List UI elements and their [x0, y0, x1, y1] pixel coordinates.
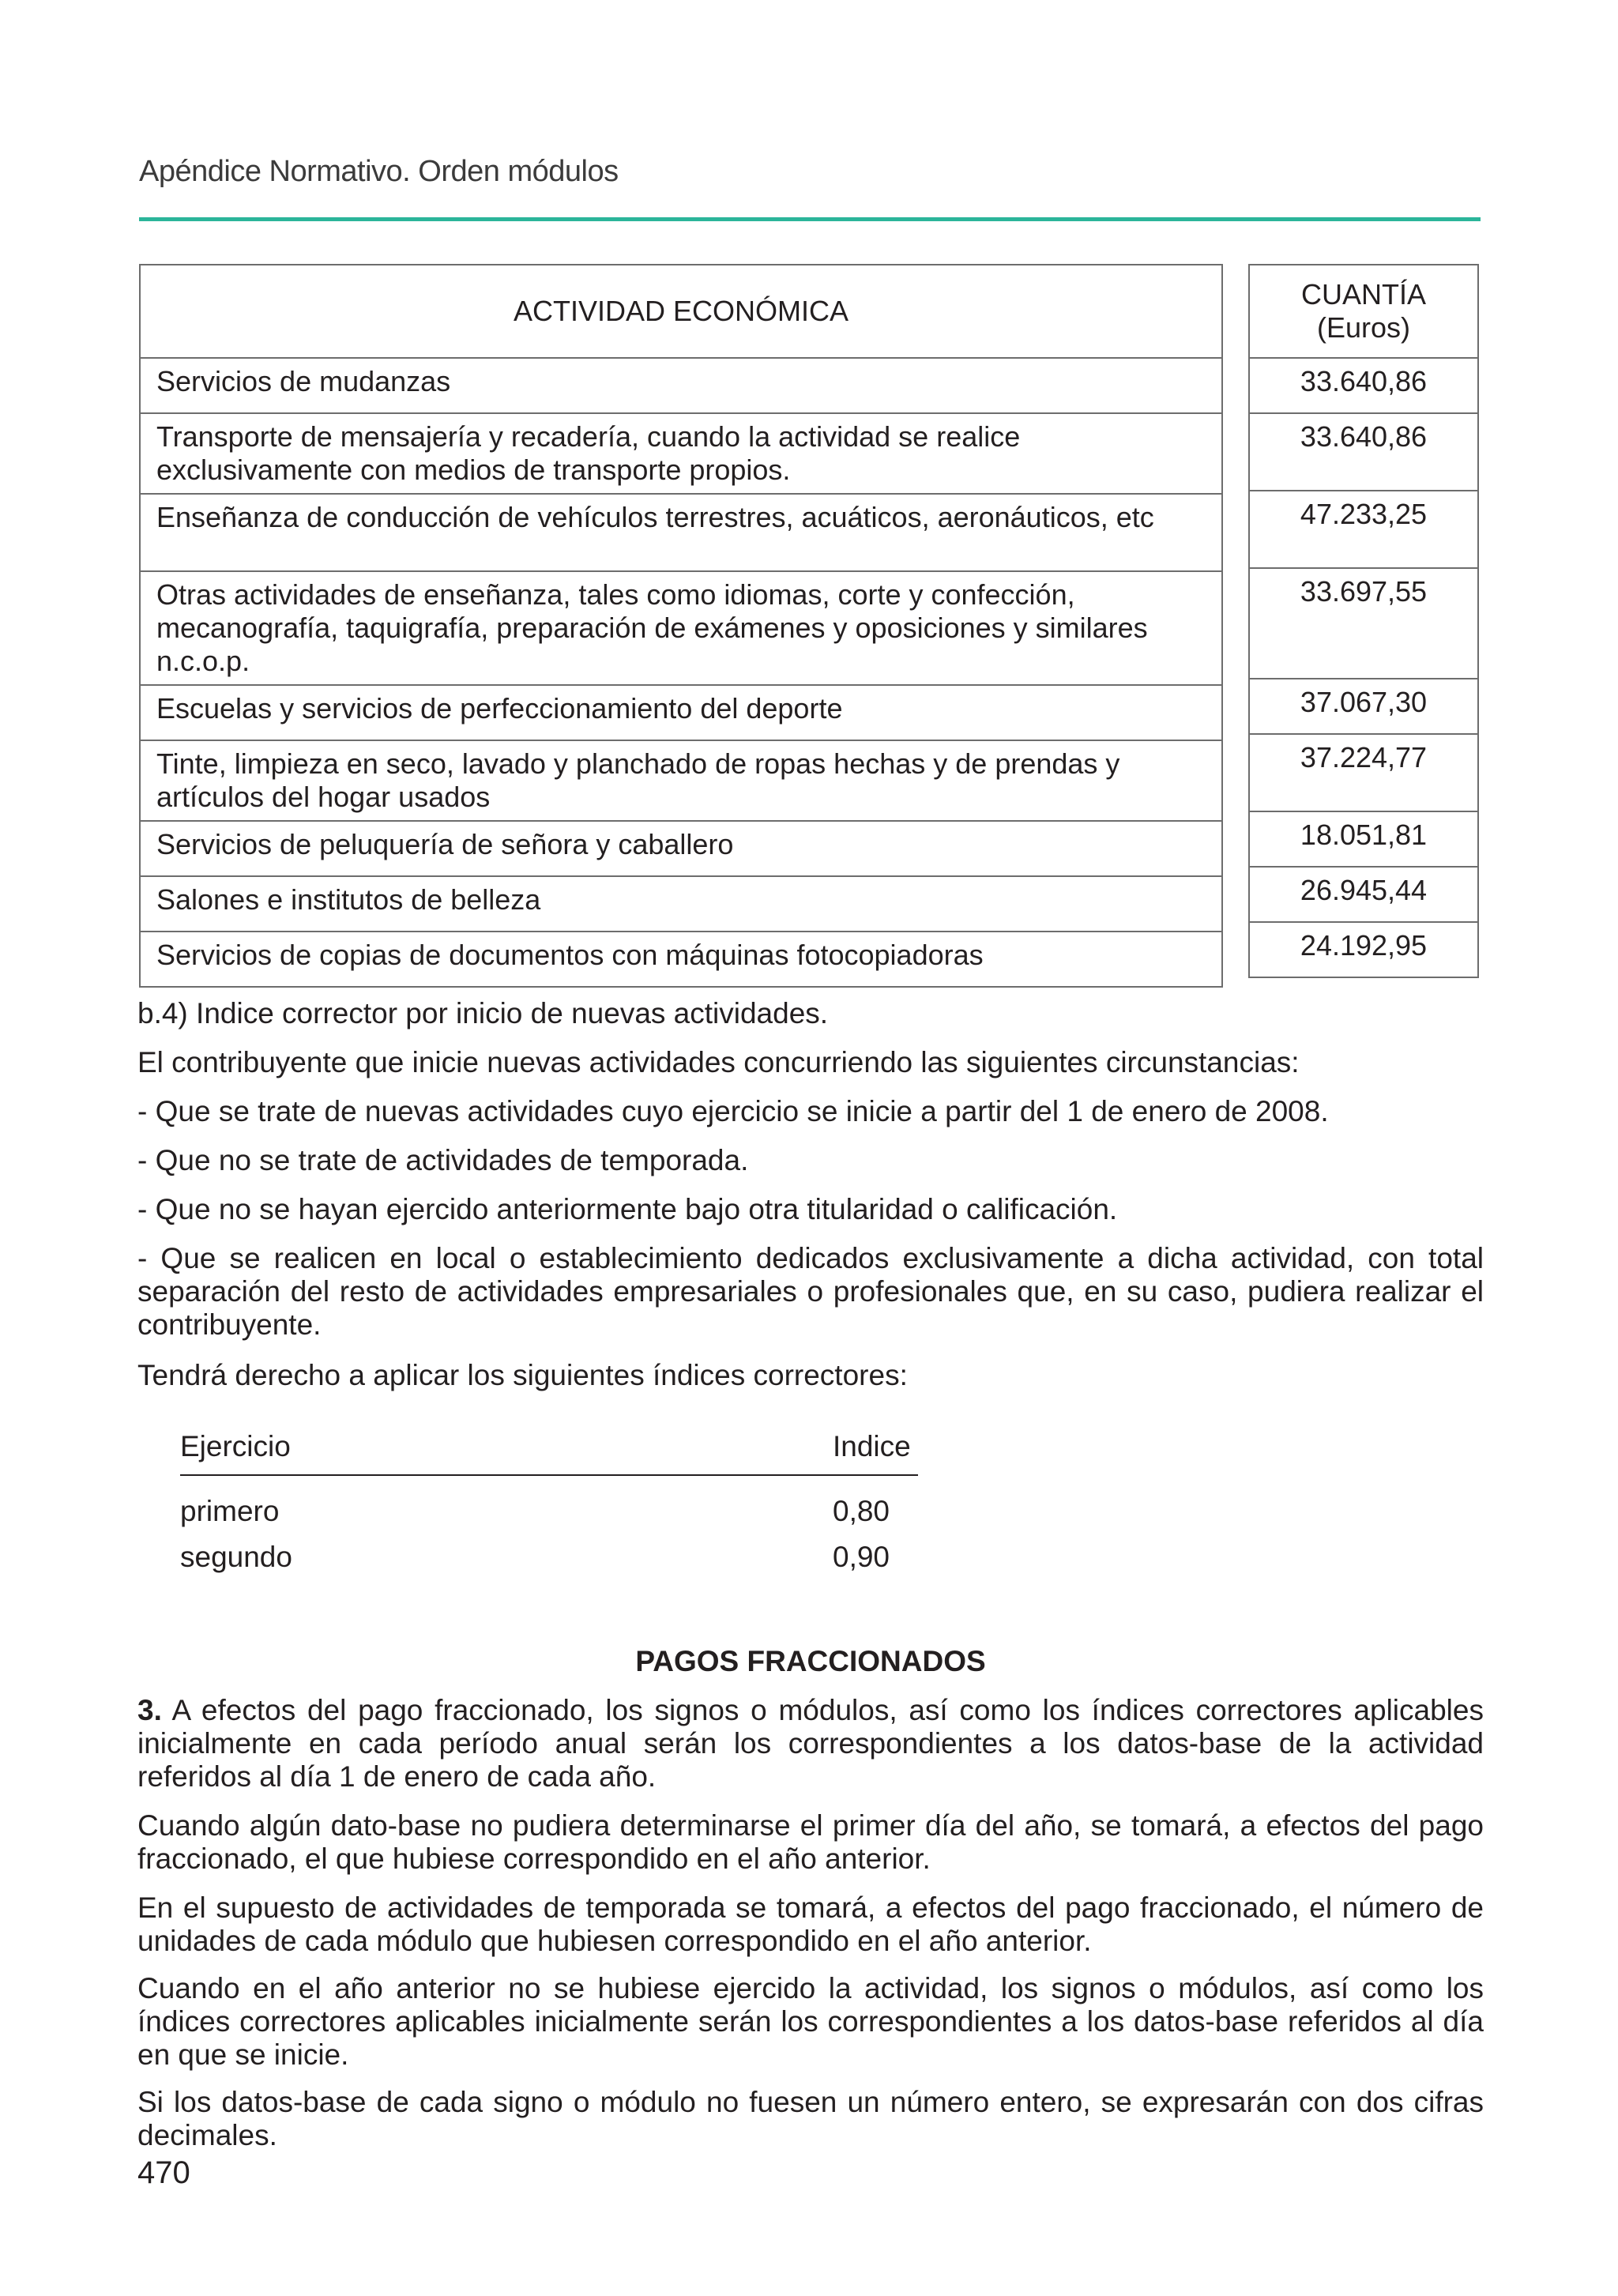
amount-table — [1248, 264, 1479, 978]
amount-cell: 18.051,81 — [1249, 811, 1478, 867]
index-value: 0,90 — [833, 1541, 890, 1573]
running-header: Apéndice Normativo. Orden módulos — [139, 155, 619, 188]
activity-cell: Servicios de peluquería de señora y caballero — [140, 821, 1222, 876]
b4-condition: - Que se realicen en local o establecimiento dedicados exclusivamente a dicha actividad, con total separación del resto de actividades empresariales o profesionales que, en su caso, pudiera realizar el contribuyente. — [137, 1242, 1484, 1341]
pagos-paragraph-1 — [137, 1694, 1484, 1794]
activity-table — [139, 264, 1223, 988]
paragraph-text: A efectos del pago fraccionado, los signos o módulos, así como los índices correctores aplicables inicialmente en cada período anual serán los correspondientes a los datos-base de la actividad referidos al día 1 de enero de cada año. — [137, 1694, 1484, 1793]
amount-header-line1: CUANTÍA — [1300, 278, 1426, 311]
index-ejercicio: segundo — [180, 1541, 292, 1573]
amount-cell: 33.640,86 — [1249, 358, 1478, 413]
activity-cell: Tinte, limpieza en seco, lavado y planchado de ropas hechas y de prendas y artículos del hogar usados — [140, 740, 1222, 821]
paragraph-number: 3. — [137, 1694, 162, 1726]
activity-cell: Transporte de mensajería y recadería, cuando la actividad se realice exclusivamente con medios de transporte propios. — [140, 413, 1222, 494]
b4-condition: - Que se trate de nuevas actividades cuyo ejercicio se inicie a partir del 1 de enero de 2008. — [137, 1095, 1329, 1127]
amount-cell: 37.224,77 — [1249, 734, 1478, 811]
b4-outro: Tendrá derecho a aplicar los siguientes índices correctores: — [137, 1359, 908, 1391]
amount-cell: 37.067,30 — [1249, 679, 1478, 734]
index-table — [180, 1430, 918, 1586]
amount-cell: 24.192,95 — [1249, 922, 1478, 977]
index-ejercicio: primero — [180, 1495, 280, 1527]
pagos-paragraph-4: Cuando en el año anterior no se hubiese ejercido la actividad, los signos o módulos, así como los índices correctores aplicables inicialmente serán los correspondientes a los datos-base referidos al día en que se inicie. — [137, 1972, 1484, 2071]
activity-cell: Servicios de copias de documentos con máquinas fotocopiadoras — [140, 932, 1222, 987]
pagos-paragraph-2: Cuando algún dato-base no pudiera determinarse el primer día del año, se tomará, a efectos del pago fraccionado, el que hubiese correspondido en el año anterior. — [137, 1809, 1484, 1875]
index-row — [180, 1495, 918, 1541]
page-number: 470 — [137, 2155, 190, 2190]
index-value: 0,80 — [833, 1495, 890, 1527]
activity-cell: Salones e institutos de belleza — [140, 876, 1222, 932]
index-table-header — [180, 1430, 918, 1476]
b4-condition: - Que no se trate de actividades de temporada. — [137, 1144, 749, 1176]
b4-condition: - Que no se hayan ejercido anteriormente bajo otra titularidad o calificación. — [137, 1193, 1118, 1225]
index-row — [180, 1541, 918, 1586]
header-rule — [139, 217, 1481, 221]
activity-column-header: ACTIVIDAD ECONÓMICA — [140, 265, 1222, 358]
amount-column-header — [1249, 265, 1478, 358]
b4-intro: El contribuyente que inicie nuevas actividades concurriendo las siguientes circunstancias: — [137, 1046, 1300, 1078]
amount-cell: 33.640,86 — [1249, 413, 1478, 491]
index-col-indice: Indice — [833, 1430, 911, 1462]
pagos-paragraph-3: En el supuesto de actividades de temporada se tomará, a efectos del pago fraccionado, el número de unidades de cada módulo que hubiesen correspondido en el año anterior. — [137, 1891, 1484, 1957]
activity-cell: Enseñanza de conducción de vehículos terrestres, acuáticos, aeronáuticos, etc — [140, 494, 1222, 571]
activity-cell: Otras actividades de enseñanza, tales como idiomas, corte y confección, mecanografía, taquigrafía, preparación de exámenes y oposiciones y similares n.c.o.p. — [140, 571, 1222, 685]
activity-cell: Servicios de mudanzas — [140, 358, 1222, 413]
amount-header-line2: (Euros) — [1316, 311, 1411, 344]
pagos-paragraph-5: Si los datos-base de cada signo o módulo no fuesen un número entero, se expresarán con dos cifras decimales. — [137, 2086, 1484, 2151]
section-title: PAGOS FRACCIONADOS — [635, 1645, 986, 1677]
index-col-ejercicio: Ejercicio — [180, 1430, 291, 1462]
amount-cell: 47.233,25 — [1249, 491, 1478, 568]
amount-cell: 26.945,44 — [1249, 867, 1478, 922]
activity-cell: Escuelas y servicios de perfeccionamiento del deporte — [140, 685, 1222, 740]
b4-heading: b.4) Indice corrector por inicio de nuevas actividades. — [137, 997, 829, 1029]
amount-cell: 33.697,55 — [1249, 568, 1478, 679]
